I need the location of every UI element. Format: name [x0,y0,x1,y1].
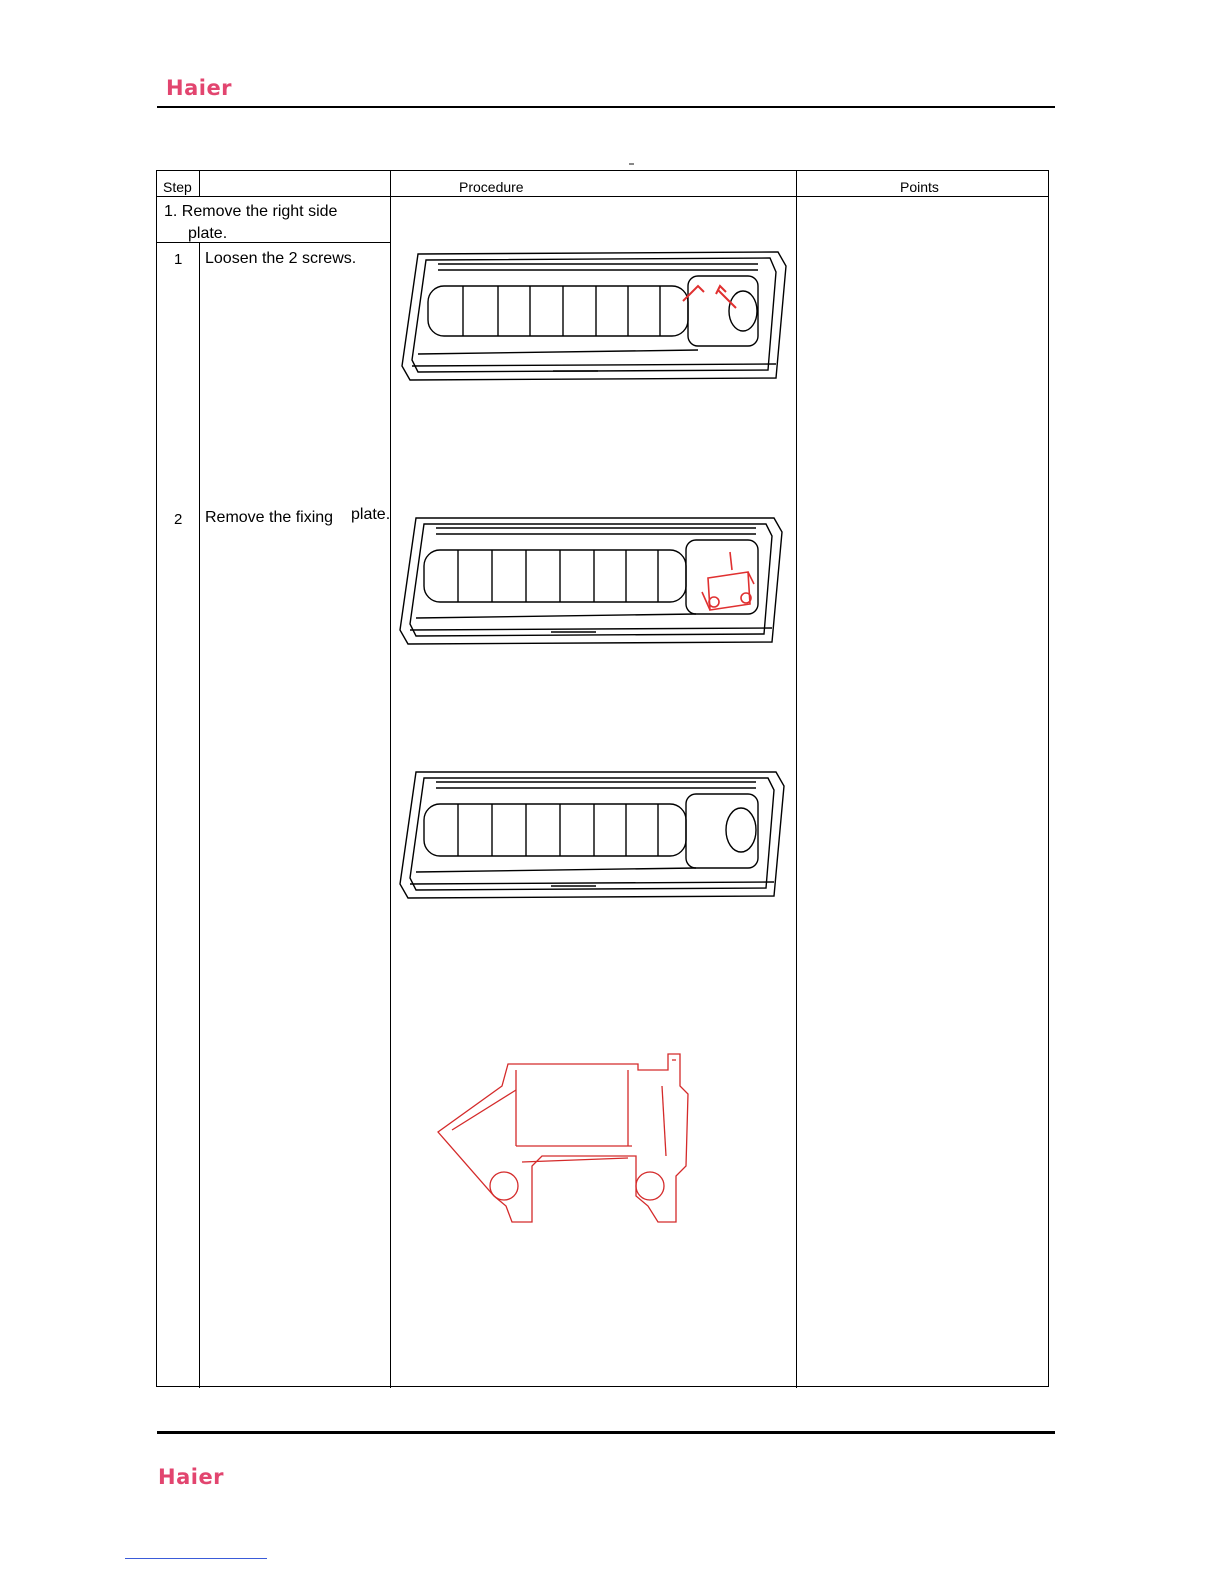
section-title-line1: 1. Remove the right side [164,203,338,220]
col-divider-procedure [390,171,391,1388]
haier-logo-top: Haier [166,76,233,100]
header-points: Points [900,179,939,195]
step-number-2: 2 [174,511,183,528]
section-title-line2: plate. [188,225,228,242]
footer-link-underline[interactable] [125,1558,267,1559]
footer-rule [157,1431,1055,1434]
header-row-line [157,196,1048,197]
header-rule [157,106,1055,108]
figure-indoor-unit-fixing-plate [396,512,788,652]
header-step: Step [163,179,192,195]
step-number-1: 1 [174,251,183,268]
figure-indoor-unit-screws [398,246,790,388]
step-text-2-tail: plate. [351,506,391,523]
scan-mark [629,163,634,165]
header-procedure: Procedure [459,179,524,195]
col-divider-points [796,171,797,1388]
figure-fixing-plate-part [432,1046,702,1232]
step-text-2: Remove the fixing [205,509,334,526]
figure-indoor-unit-plate-removed [396,766,788,906]
haier-logo-bottom: Haier [158,1465,225,1489]
col-divider-step [199,171,200,1388]
step-text-1: Loosen the 2 screws. [205,250,357,267]
